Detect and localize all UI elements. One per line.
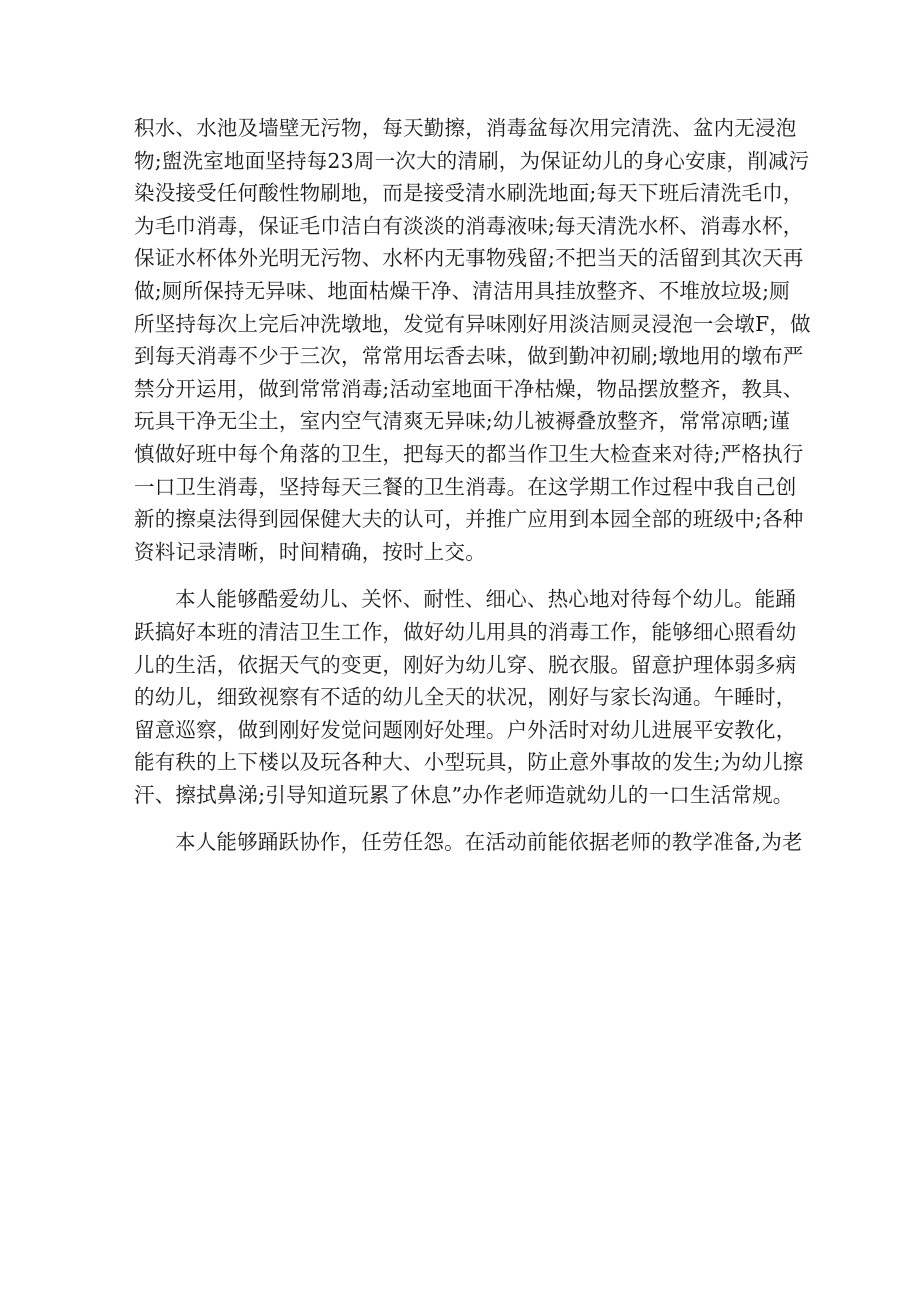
paragraph-child-care	[134, 583, 804, 811]
text-line: 新的擦桌法得到园保健大夫的认可，并推广应用到本园全部的班级中;各种	[134, 507, 804, 532]
text-line: 汗、擦拭鼻涕;引导知道玩累了休息”办作老师造就幼儿的一口生活常规。	[134, 782, 794, 807]
text-line: 的幼儿，细致视察有不适的幼儿全天的状况，刚好与家长沟通。午睡时，	[134, 685, 797, 710]
text-line: 玩具干净无尘土，室内空气清爽无异味;幼儿被褥叠放整齐，常常凉晒;谨	[134, 409, 790, 434]
text-line: 一口卫生消毒，坚持每天三餐的卫生消毒。在这学期工作过程中我自己创	[134, 474, 797, 499]
text-line: 本人能够踊跃协作，任劳任怨。在活动前能依据老师的教学准备,为老	[175, 830, 803, 855]
text-line: 做;厕所保持无异味、地面枯燥干净、清洁用具挂放整齐、不堆放垃圾;厕	[134, 278, 790, 303]
text-line: 留意巡察，做到刚好发觉问题刚好处理。户外活时对幼儿进展平安教化，	[134, 717, 797, 742]
text-line: 所坚持每次上完后冲洗墩地，发觉有异味刚好用淡洁厕灵浸泡一会墩F，做	[134, 311, 811, 336]
text-line: 儿的生活，依据天气的变更，刚好为幼儿穿、脱衣服。留意护理体弱多病	[134, 652, 797, 677]
text-line: 禁分开运用，做到常常消毒;活动室地面干净枯燥，物品摆放整齐，教具、	[134, 376, 804, 401]
text-line: 资料记录清晰，时间精确，按时上交。	[134, 539, 486, 564]
text-line: 跃搞好本班的清洁卫生工作，做好幼儿用具的消毒工作，能够细心照看幼	[134, 619, 797, 644]
text-line: 物;盥洗室地面坚持每23周一次大的清刷，为保证幼儿的身心安康，削减污	[134, 148, 810, 173]
text-line: 染没接受任何酸性物刷地，而是接受清水刷洗地面;每天下班后清洗毛巾，	[134, 181, 804, 206]
document-body	[134, 112, 811, 859]
paragraph-hygiene-duties	[134, 112, 811, 568]
text-line: 保证水杯体外光明无污物、水杯内无事物残留;不把当天的活留到其次天再	[134, 246, 804, 271]
text-line: 慎做好班中每个角落的卫生，把每天的都当作卫生大检查来对待;严格执行	[134, 441, 804, 466]
text-line: 到每天消毒不少于三次，常常用坛香去味，做到勤冲初刷;墩地用的墩布严	[134, 344, 804, 369]
text-line: 能有秩的上下楼以及玩各种大、小型玩具，防止意外事故的发生;为幼儿擦	[134, 750, 804, 775]
text-line: 积水、水池及墙壁无污物，每天勤擦，消毒盆每次用完清洗、盆内无浸泡	[134, 116, 797, 140]
paragraph-cooperation	[134, 826, 803, 859]
text-line: 本人能够酷爱幼儿、关怀、耐性、细心、热心地对待每个幼儿。能踊	[175, 587, 796, 612]
text-line: 为毛巾消毒，保证毛巾洁白有淡淡的消毒液味;每天清洗水杯、消毒水杯，	[134, 213, 804, 238]
